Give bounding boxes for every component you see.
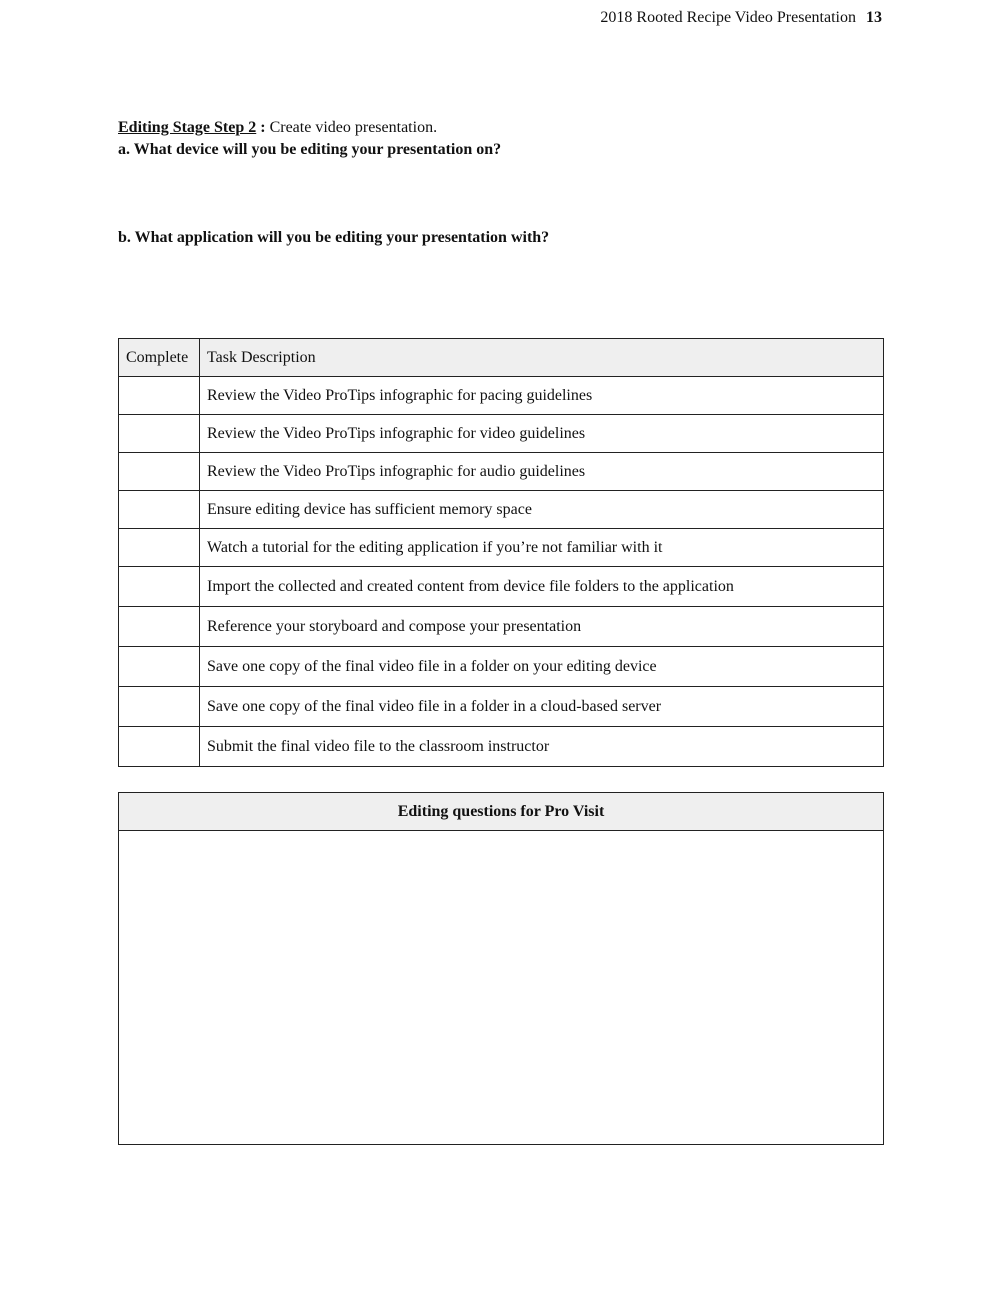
table-row [119, 567, 884, 607]
task-description: Submit the final video file to the classroom instructor [200, 727, 884, 767]
task-description: Review the Video ProTips infographic for audio guidelines [200, 453, 884, 491]
table-row [119, 529, 884, 567]
complete-cell[interactable] [119, 727, 200, 767]
table-row [119, 491, 884, 529]
complete-cell[interactable] [119, 491, 200, 529]
page-header [600, 9, 882, 27]
pro-visit-questions-box [118, 792, 884, 1145]
complete-cell[interactable] [119, 415, 200, 453]
task-description: Reference your storyboard and compose your presentation [200, 607, 884, 647]
column-header-complete: Complete [119, 339, 200, 377]
task-description: Save one copy of the final video file in a folder on your editing device [200, 647, 884, 687]
task-checklist-table [118, 338, 884, 767]
document-title: 2018 Rooted Recipe Video Presentation [600, 9, 856, 26]
table-row [119, 727, 884, 767]
table-header-row [119, 339, 884, 377]
complete-cell[interactable] [119, 453, 200, 491]
step-heading [118, 119, 437, 137]
task-description: Review the Video ProTips infographic for video guidelines [200, 415, 884, 453]
question-a: a. What device will you be editing your presentation on? [118, 141, 502, 158]
column-header-task: Task Description [200, 339, 884, 377]
task-description: Save one copy of the final video file in a folder in a cloud-based server [200, 687, 884, 727]
table-row [119, 687, 884, 727]
question-b: b. What application will you be editing your presentation with? [118, 229, 550, 246]
page-number: 13 [866, 9, 882, 26]
task-description: Watch a tutorial for the editing application if you’re not familiar with it [200, 529, 884, 567]
task-description: Review the Video ProTips infographic for pacing guidelines [200, 377, 884, 415]
step-text: Create video presentation. [269, 119, 438, 136]
complete-cell[interactable] [119, 687, 200, 727]
table-row [119, 377, 884, 415]
task-description: Import the collected and created content from device file folders to the application [200, 567, 884, 607]
pro-visit-answer-area[interactable] [119, 831, 883, 1131]
step-separator: : [260, 119, 266, 136]
table-row [119, 607, 884, 647]
complete-cell[interactable] [119, 567, 200, 607]
step-label: Editing Stage Step 2 [118, 119, 257, 136]
complete-cell[interactable] [119, 529, 200, 567]
table-row [119, 647, 884, 687]
pro-visit-heading: Editing questions for Pro Visit [119, 793, 883, 831]
task-description: Ensure editing device has sufficient memory space [200, 491, 884, 529]
table-row [119, 415, 884, 453]
complete-cell[interactable] [119, 647, 200, 687]
complete-cell[interactable] [119, 377, 200, 415]
complete-cell[interactable] [119, 607, 200, 647]
table-row [119, 453, 884, 491]
